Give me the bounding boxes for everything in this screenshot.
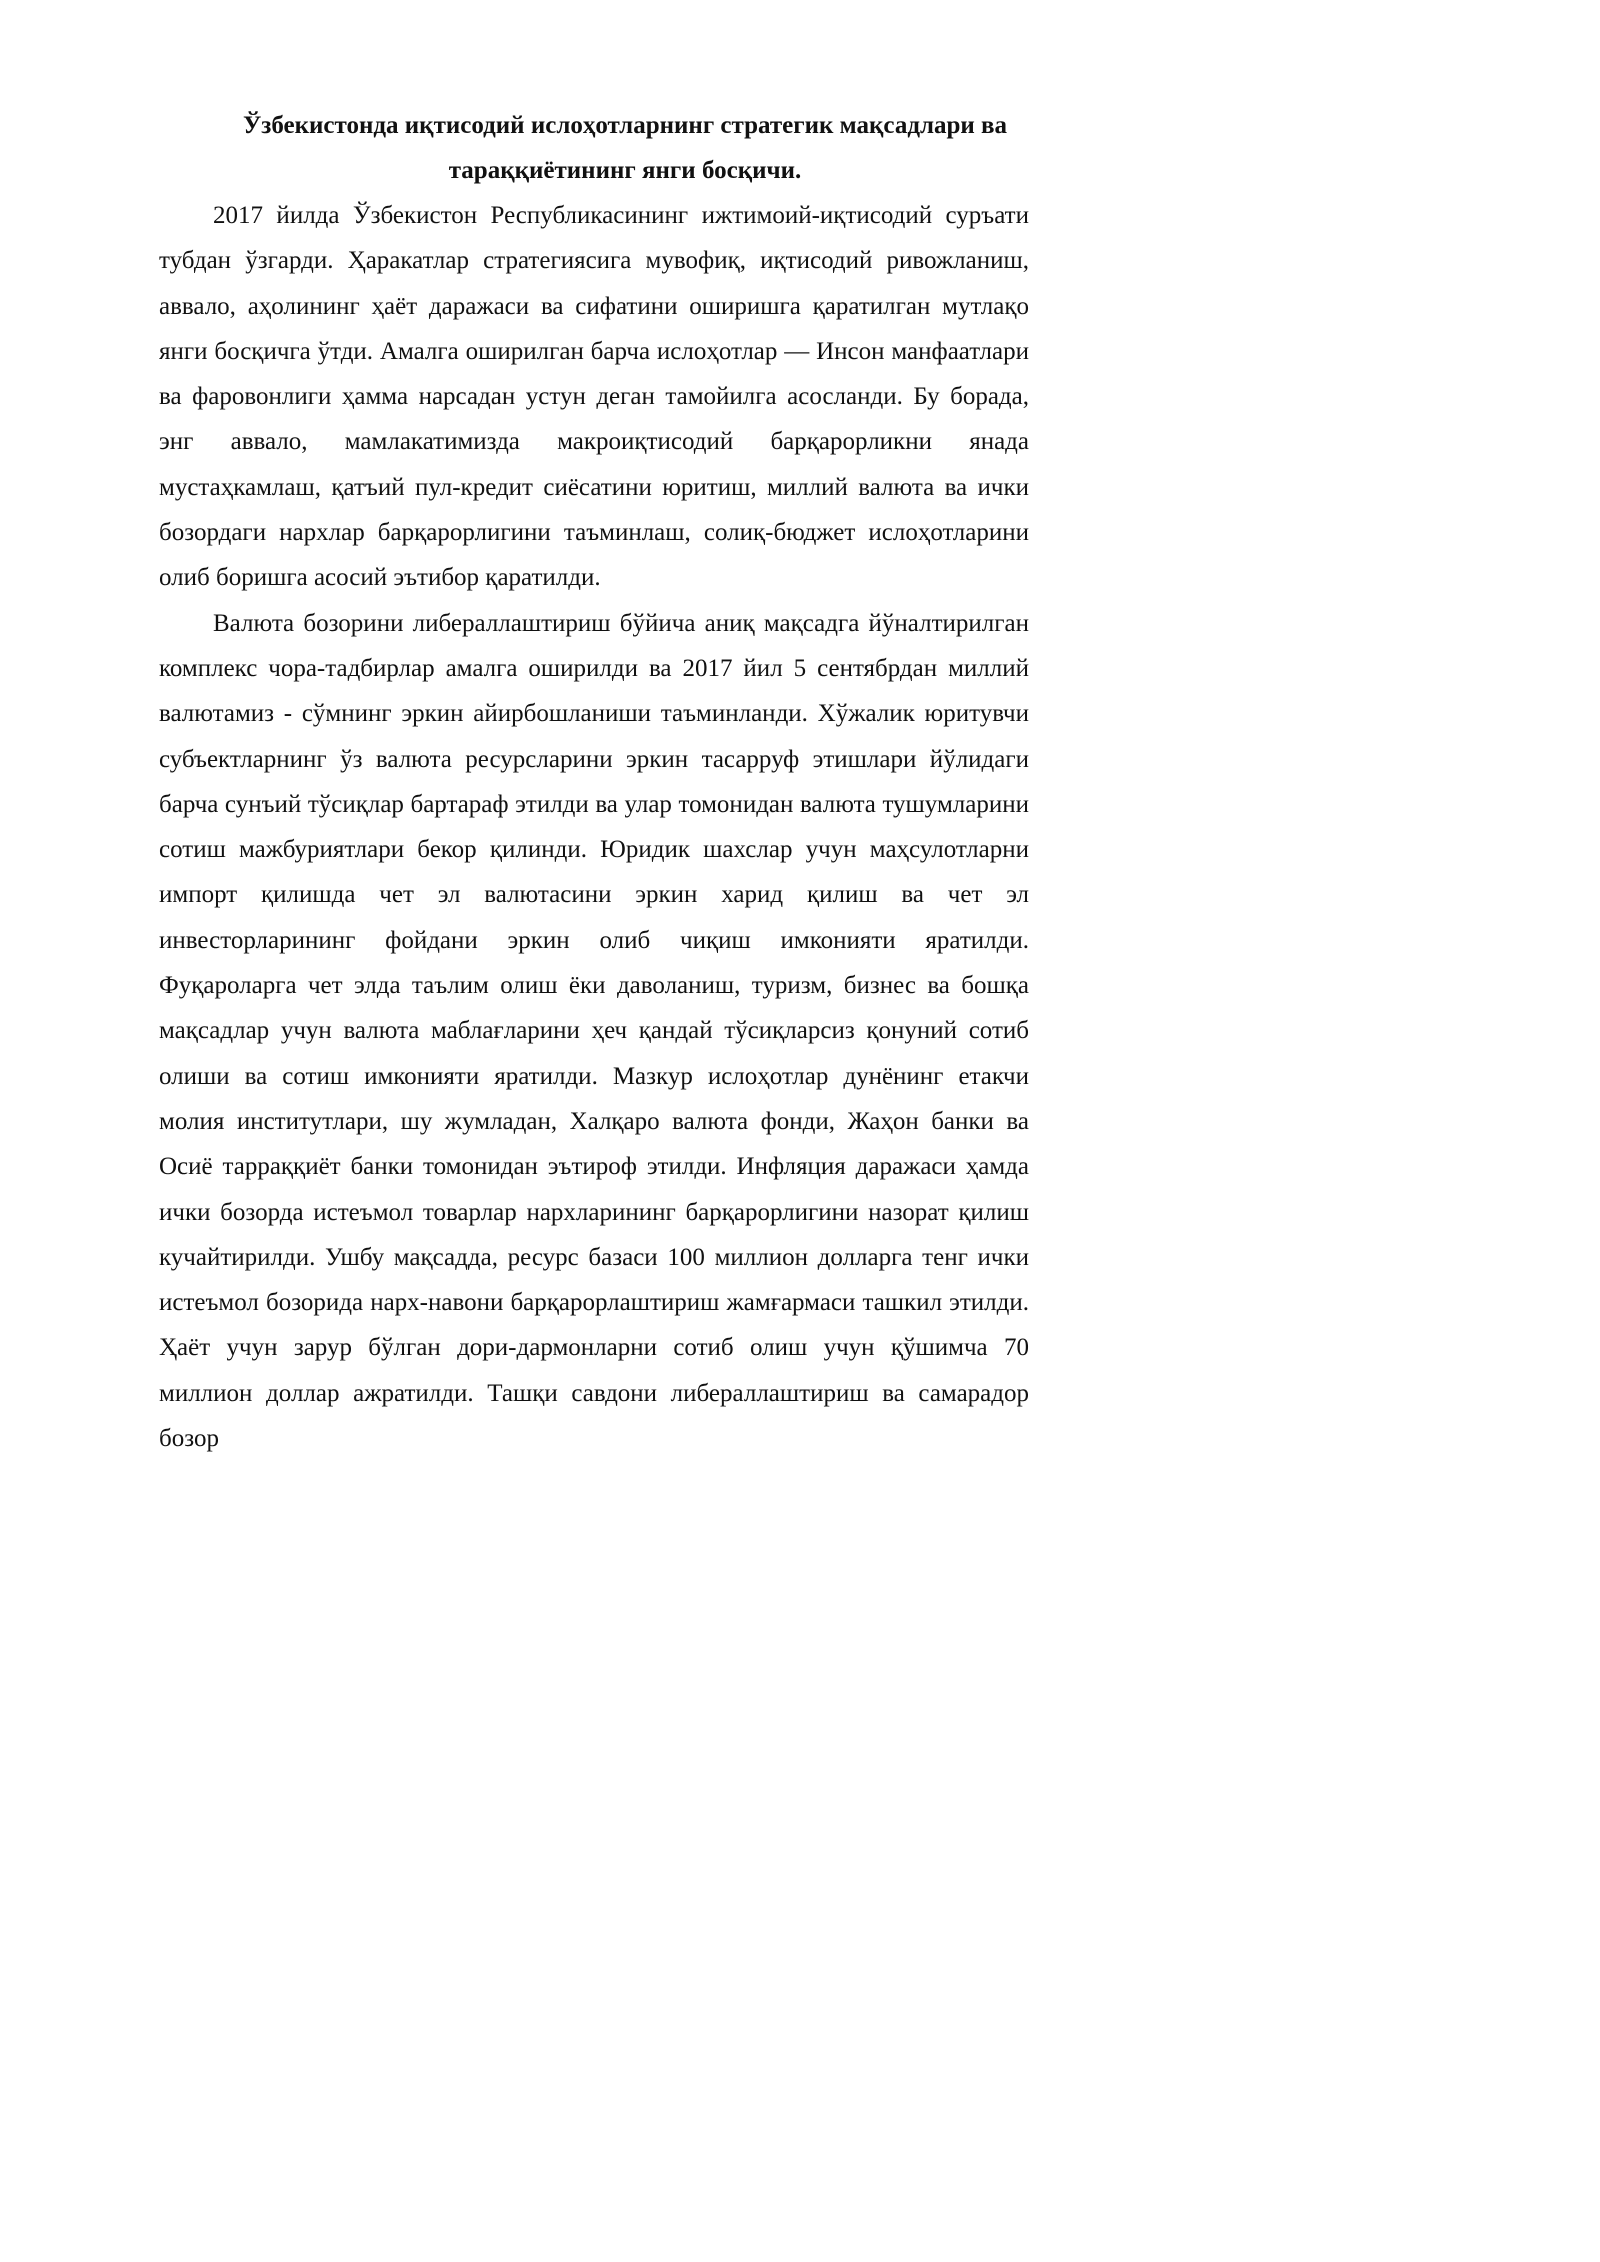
document-title: Ўзбекистонда иқтисодий ислоҳотларнинг стратегик мақсадлари ва тараққиётининг янги босқичи. bbox=[242, 112, 1008, 184]
paragraph-2: Валюта бозорини либераллаштириш бўйича аниқ мақсадга йўналтирилган комплекс чора-тадбирлар амалга оширилди ва 2017 йил 5 сентябрдан миллий валютамиз - сўмнинг эркин айирбошланиши таъминланди. Хўжалик юритувчи субъектларнинг ўз валюта ресурсларини эркин тасарруф этишлари йўлидаги барча сунъий тўсиқлар бартараф этилди ва улар томонидан валюта тушумларини сотиш мажбуриятлари бекор қилинди. Юридик шахслар учун маҳсулотларни импорт қилишда чет эл валютасини эркин харид қилиш ва чет эл инвесторларининг фойдани эркин олиб чиқиш имконияти яратилди. Фуқароларга чет элда таълим олиш ёки даволаниш, туризм, бизнес ва бошқа мақсадлар учун валюта маблағларини ҳеч қандай тўсиқларсиз қонуний сотиб олиши ва сотиш имконияти яратилди. Мазкур ислоҳотлар дунёнинг етакчи молия институтлари, шу жумладан, Халқаро валюта фонди, Жаҳон банки ва Осиё тарраққиёт банки томонидан эътироф этилди. Инфляция даражаси ҳамда ички бозорда истеъмол товарлар нархларининг барқарорлигини назорат қилиш кучайтирилди. Ушбу мақсадда, ресурс базаси 100 миллион долларга тенг ички истеъмол бозорида нарх-навони барқарорлаштириш жамғармаси ташкил этилди. Ҳаёт учун зарур бўлган дори-дармонларни сотиб олиш учун қўшимча 70 миллион доллар ажратилди. Ташқи савдони либераллаштириш ва самарадор бозор bbox=[159, 609, 1029, 1453]
document-body bbox=[159, 193, 1029, 1461]
paragraph-1: 2017 йилда Ўзбекистон Республикасининг ижтимоий-иқтисодий суръати тубдан ўзгарди. Ҳаракатлар стратегиясига мувофиқ, иқтисодий ривожланиш, аввало, аҳолининг ҳаёт даражаси ва сифатини оширишга қаратилган мутлақо янги босқичга ўтди. Амалга оширилган барча ислоҳотлар — Инсон манфаатлари ва фаровонлиги ҳамма нарсадан устун деган тамойилга асосланди. Бу борада, энг аввало, мамлакатимизда макроиқтисодий барқарорликни янада мустаҳкамлаш, қатъий пул-кредит сиёсатини юритиш, миллий валюта ва ички бозордаги нархлар барқарорлигини таъминлаш, солиқ-бюджет ислоҳотларини олиб боришга асосий эътибор қаратилди. bbox=[159, 202, 1029, 592]
document-page bbox=[0, 0, 1108, 1566]
